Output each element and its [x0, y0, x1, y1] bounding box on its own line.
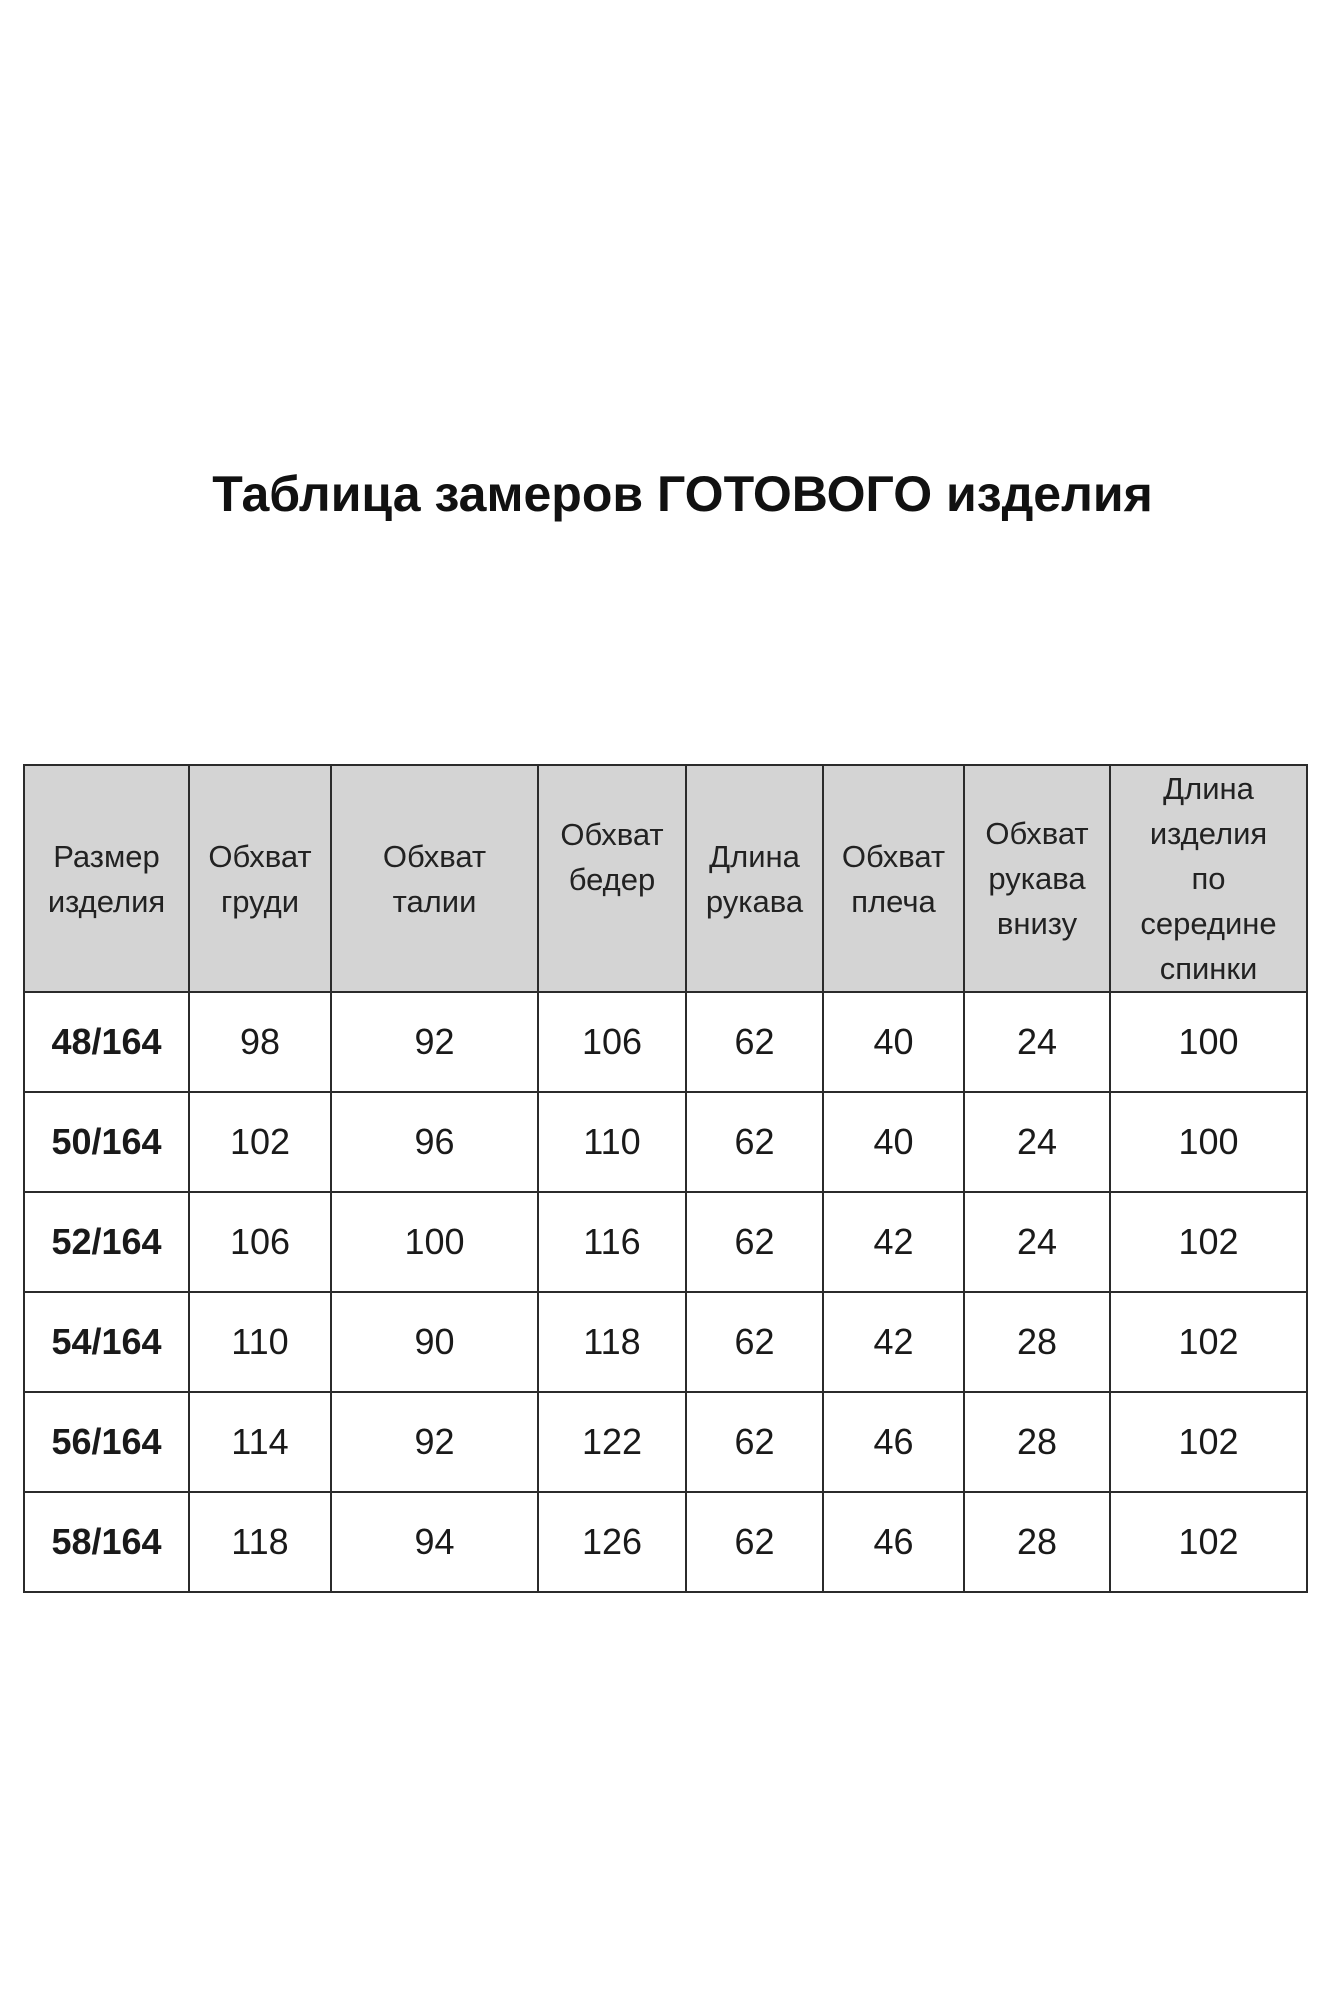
- table-cell: 118: [538, 1292, 686, 1392]
- table-row: [24, 1292, 1307, 1392]
- header-size: [24, 765, 189, 992]
- page-title: Таблица замеров ГОТОВОГО изделия: [212, 466, 1153, 522]
- table-cell: 62: [686, 1092, 823, 1192]
- table-cell: 62: [686, 1492, 823, 1592]
- table-cell: 90: [331, 1292, 538, 1392]
- table-cell: 62: [686, 1392, 823, 1492]
- table-cell: 102: [1110, 1192, 1307, 1292]
- header-label: Длина рукава: [705, 838, 804, 919]
- table-cell: 24: [964, 992, 1110, 1092]
- table-cell: 24: [964, 1192, 1110, 1292]
- table-cell: 94: [331, 1492, 538, 1592]
- table-cell: 122: [538, 1392, 686, 1492]
- table-cell: 102: [1110, 1292, 1307, 1392]
- table-cell: 62: [686, 1192, 823, 1292]
- table-row: [24, 1492, 1307, 1592]
- table-cell: 110: [538, 1092, 686, 1192]
- header-shoulder: [823, 765, 964, 992]
- header-back-length: [1110, 765, 1307, 992]
- size-cell: 48/164: [24, 992, 189, 1092]
- table-cell: 24: [964, 1092, 1110, 1192]
- size-cell: 58/164: [24, 1492, 189, 1592]
- table-cell: 106: [189, 1192, 331, 1292]
- header-hips: [538, 765, 686, 992]
- header-label: Обхват рукава внизу: [985, 816, 1089, 941]
- table-row: [24, 1092, 1307, 1192]
- header-label: Длина изделия по середине спинки: [1140, 771, 1277, 986]
- table-cell: 114: [189, 1392, 331, 1492]
- size-cell: 50/164: [24, 1092, 189, 1192]
- table-cell: 42: [823, 1192, 964, 1292]
- table-cell: 126: [538, 1492, 686, 1592]
- table-cell: 28: [964, 1392, 1110, 1492]
- table-cell: 28: [964, 1492, 1110, 1592]
- size-cell: 54/164: [24, 1292, 189, 1392]
- table-cell: 42: [823, 1292, 964, 1392]
- header-sleeve-length: [686, 765, 823, 992]
- size-cell: 56/164: [24, 1392, 189, 1492]
- table-cell: 102: [1110, 1392, 1307, 1492]
- table-cell: 118: [189, 1492, 331, 1592]
- table-cell: 100: [1110, 992, 1307, 1092]
- table-cell: 110: [189, 1292, 331, 1392]
- table-cell: 62: [686, 992, 823, 1092]
- table-cell: 46: [823, 1392, 964, 1492]
- table-row: [24, 1192, 1307, 1292]
- table-cell: 102: [189, 1092, 331, 1192]
- table-cell: 102: [1110, 1492, 1307, 1592]
- header-waist: [331, 765, 538, 992]
- table-cell: 46: [823, 1492, 964, 1592]
- table-cell: 40: [823, 1092, 964, 1192]
- header-label: Обхват бедер: [560, 816, 664, 897]
- table-cell: 92: [331, 992, 538, 1092]
- header-label: Обхват плеча: [841, 838, 946, 919]
- table-header-row: [24, 765, 1307, 992]
- table-cell: 106: [538, 992, 686, 1092]
- header-label: Обхват талии: [382, 838, 487, 919]
- table-cell: 96: [331, 1092, 538, 1192]
- table-cell: 100: [1110, 1092, 1307, 1192]
- header-label: Размер изделия: [47, 838, 166, 919]
- table-row: [24, 1392, 1307, 1492]
- table-row: [24, 992, 1307, 1092]
- table-cell: 40: [823, 992, 964, 1092]
- header-chest: [189, 765, 331, 992]
- table-cell: 28: [964, 1292, 1110, 1392]
- table-cell: 98: [189, 992, 331, 1092]
- header-label: Обхват груди: [208, 838, 312, 919]
- table-cell: 116: [538, 1192, 686, 1292]
- table-cell: 62: [686, 1292, 823, 1392]
- table-cell: 100: [331, 1192, 538, 1292]
- header-sleeve-bottom: [964, 765, 1110, 992]
- size-table: [23, 764, 1308, 1593]
- table-cell: 92: [331, 1392, 538, 1492]
- size-cell: 52/164: [24, 1192, 189, 1292]
